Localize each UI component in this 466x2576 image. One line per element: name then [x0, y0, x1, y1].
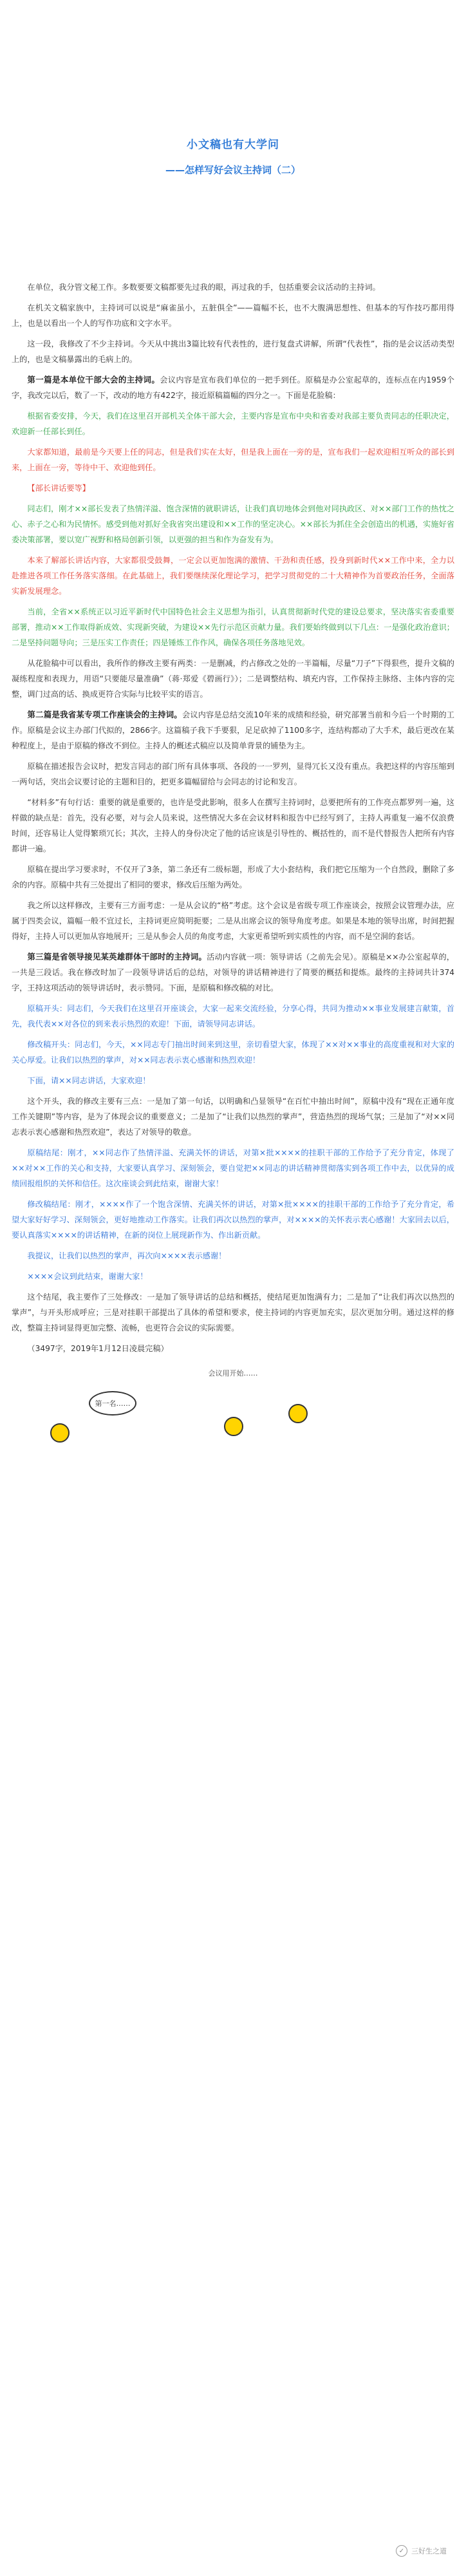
draft-paragraph-2-text: 大家都知道，最前是今天要上任的同志，但是我们实在太好，但是我上面在一旁的是，宣布我们一起欢迎相互听众的部长到来，上面在一旁，等待中干、欢迎他到任。 [12, 448, 454, 472]
draft-paragraph-5-text: 本来了解部长讲话内容，大家都很受鼓舞，一定会以更加饱满的激情、干劲和责任感，投身到新时代××工作中来，全力以赴推进各项工作任务落实落细。在此基础上，我们要继续深化理论学习，把学习贯彻党的二十大精神作为首要政治任务，全面落实新发展理念。 [12, 556, 454, 596]
revised-closing-proposal: 我提议，让我们以热烈的掌声，再次向××××表示感谢！ [27, 1251, 227, 1260]
completion-date: （3497字，2019年1月12日凌晨完稿） [27, 1344, 169, 1353]
section-3-heading: 第三篇是省领导接见某英雄群体干部时的主持词。 [27, 952, 207, 961]
intro-paragraph-4-text: 会议内容是宣布我们单位的一把手到任。原稿是办公室起草的，连标点在内1959个字，我改完以后，数了一下，改动的地方有422字，接近原稿篇幅的四分之一。下面是花脸稿： [12, 375, 454, 400]
footer-note: 会议用开始…… [208, 1369, 258, 1378]
intro-paragraph-3: 这一段，我修改了不少主持词。今天从中挑出3篇比较有代表性的，进行复盘式讲解，所谓“代表性”，指的是会议活动类型上的，也是文稿暴露出的毛病上的。 [12, 339, 454, 364]
analysis-paragraph-2 [12, 707, 454, 753]
draft-paragraph-3: 【部长讲话要等】 [27, 484, 90, 493]
opening-analysis: 这个开头，我的修改主要有三点：一是加了第一句话，以明确和凸显领导“在百忙中抽出时间”，原稿中没有“现在正通年度工作关键期”等内容，是为了体现会议的重要意义；二是加了“让我们以热烈的掌声”，营造热烈的现场气氛；三是加了“对××同志表示衷心感谢和热烈欢迎”，表达了对领导的敬意。 [12, 1097, 454, 1137]
analysis-paragraph-7-text: 活动内容就一项：领导讲话（之前先会见）。原稿是××办公室起草的，一共是三段话。我在修改时加了一段领导讲话后的总结，对领导的讲话精神进行了简要的概括和提炼。最终的主持词共计374字，王持这项活动的领导讲话时，表示赞同。下面，是原稿和修改稿的对比。 [12, 952, 454, 992]
revised-opening-tail: 下面，请××同志讲话，大家欢迎！ [27, 1076, 151, 1085]
draft-paragraph-4-text: 同志们，刚才××部长发表了热情洋溢、饱含深情的就职讲话，让我们真切地体会到他对同执政区、对××部门工作的热忱之心、赤子之心和为民情怀。感受到他对抓好全我省突出建设和××工作的坚定决心。××部长为抓住全会创造出的机遇，实施好省委决策部署，要以宽广视野和格局创新引领，以更强的担当和作为奋发有为。 [12, 504, 454, 544]
section-2-heading: 第二篇是我省某专项工作座谈会的主持词。 [27, 710, 182, 719]
analysis-paragraph-2-text: 会议内容是总结交流10年来的成绩和经验，研究部署当前和今后一个时期的工作。原稿是会议主办部门代拟的，2866字。这篇稿子我下手要狠，足足砍掉了1100多字，连结构都动了大手术，最后更改在某种程度上，是由于原稿的修改不到位。主持人的概述式稿应以及简单背景的铺垫为主。 [12, 710, 454, 750]
intro-paragraph-1: 在单位，我分管文秘工作。多数要要文稿都要先过我的眼，再过我的手，包括重要会议活动的主持词。 [27, 283, 380, 292]
draft-paragraph-1: 根据省委安排，今天，我们在这里召开部机关全体干部大会，主要内容是宣布中央和省委对我部主要负责同志的任职决定，欢迎新一任部长到任。 [12, 412, 454, 436]
closing-analysis: 这个结尾，我主要作了三处修改：一是加了领导讲话的总结和概括，使结尾更加饱满有力；二是加了“让我们再次以热烈的掌声”，与开头形成呼应；三是对挂职干部提出了具体的希望和要求，使主持词的内容更加充实，层次更加分明。通过这样的修改，整篇主持词显得更加完整、流畅，也更符合会议的实际需要。 [12, 1293, 454, 1332]
analysis-paragraph-3: 原稿在描述报告会议时，把发言同志的部门所有具体事项、各段的一一罗列，显得冗长又没有重点。我把这样的内容压缩到一两句话，突出会议要讨论的主题和目的，把更多篇幅留给与会同志的讨论和发言。 [12, 762, 454, 786]
section-1-heading: 第一篇是本单位干部大会的主持词。 [27, 375, 160, 384]
intro-paragraph-2: 在机关文稿家族中，主持词可以说是“麻雀虽小，五脏俱全”——篇幅不长，也不大腹满思想性、但基本的写作技巧都用得上，也是以看出一个人的写作功底和文字水平。 [12, 303, 454, 328]
draft-paragraph-6-text: 当前，全省××系统正以习近平新时代中国特色社会主义思想为指引，认真贯彻新时代党的建设总要求，坚决落实省委重要部署，推动××工作取得新成效、实现新突破，为建设××先行示范区贡献力量。我们要始终做到以下几点：一是强化政治意识；二是坚持问题导向；三是压实工作责任；四是锤炼工作作风，确保各项任务落地见效。 [12, 607, 454, 647]
speech-bubble: 第一名…… [89, 1391, 136, 1416]
watermark-icon: ✓ [396, 2545, 407, 2557]
cartoon-illustration [12, 1385, 454, 1462]
analysis-paragraph-5: 原稿在提出学习要求时，不仅开了3条，第二条还有二级标题，形成了大小套结构，我们把它压缩为一个自然段，删除了多余的内容。原稿中共有三处提出了相同的要求，修改后压缩为两处。 [12, 865, 454, 889]
revised-closing: 修改稿结尾：刚才，××××作了一个饱含深情、充满关怀的讲话，对第×批××××的挂职干部的工作给予了充分肯定，希望大家好好学习、深刻领会，更好地推动工作落实。让我们再次以热烈的掌声，对××××的关怀表示衷心感谢！大家回去以后，要认真落实××××的讲话精神，在新的岗位上展现新作为、作出新贡献。 [12, 1200, 454, 1240]
cartoon-figure-3 [288, 1404, 308, 1423]
cartoon-figure-1 [50, 1423, 70, 1443]
document-title: 小文稿也有大学问 [187, 138, 279, 151]
analysis-paragraph-7 [12, 949, 454, 996]
watermark [396, 2545, 447, 2557]
analysis-paragraph-1: 从花脸稿中可以看出，我所作的修改主要有两类：一是删减，约占修改之处的一半篇幅，尽量“刀子”下得狠些，提升文稿的凝练程度和表现力，用语“只要能尽量准确”（蒋·郑爱《碧画行》）；二是调整结构、填充内容，工作保持主脉络、主体内容的完整，调门过高的话、换成更符合实际与比较平实的语言。 [12, 659, 454, 699]
watermark-text: 三好生之道 [411, 2547, 447, 2555]
analysis-paragraph-4: “材料多”有句行话：重要的就是重要的，也许是受此影响，很多人在撰写主持词时，总要把所有的工作亮点都罗列一遍，这样做的缺点是：首先，没有必要，对与会人员来说，这些情况大多在会议材料和报告中已经写到了，主持人再重复一遍不仅浪费时间，还容易让人觉得繁琐冗长；其次，主持人的身份决定了他的话应该是引导性的、概括性的，而不是代替报告人把所有内容都讲一遍。 [12, 798, 454, 853]
revised-closing-end: ××××会议到此结束，谢谢大家！ [27, 1272, 148, 1281]
top-spacer [12, 0, 454, 39]
original-opening: 原稿开头：同志们，今天我们在这里召开座谈会，大家一起来交流经验，分享心得，共同为推动××事业发展建言献策，首先，我代表××对各位的到来表示热烈的欢迎！下面，请领导同志讲话。 [12, 1004, 454, 1028]
original-closing: 原稿结尾：刚才，××同志作了热情洋溢、充满关怀的讲话，对第×批××××的挂职干部的工作给予了充分肯定，体现了××对××工作的关心和支持，大家要认真学习、深刻领会，要自觉把××同志的讲话精神贯彻落实到各项工作中去，以优异的成绩回报组织的关怀和信任。这次座谈会到此结束，谢谢大家！ [12, 1148, 454, 1188]
analysis-paragraph-6: 我之所以这样修改，主要有三方面考虑：一是从会议的“格”考虑。这个会议是省级专项工作座谈会，按照会议管理办法，应属于四类会议，篇幅一般不宜过长，主持词更应简明扼要；二是从出席会议的领导角度考虑。如果是本地的领导出席，时间把握得好，主持人可以更加从容地展开；三是从参会人员的角度考虑，大家更希望听到实质性的内容，而不是空洞的套话。 [12, 901, 454, 941]
draft-paragraph-2 [12, 444, 454, 475]
draft-paragraph-5 [12, 553, 454, 599]
article-body [12, 279, 454, 1462]
intro-paragraph-4 [12, 372, 454, 403]
revised-opening: 修改稿开头：同志们，今天，××同志专门抽出时间来到这里，亲切看望大家，体现了××对××事业的高度重视和对大家的关心厚爱。让我们以热烈的掌声，对××同志表示衷心感谢和热烈欢迎！ [12, 1040, 454, 1065]
cartoon-figure-2 [224, 1417, 243, 1436]
document-subtitle: ——怎样写好会议主持词（二） [165, 164, 301, 176]
draft-paragraph-4 [12, 501, 454, 547]
draft-paragraph-6 [12, 604, 454, 650]
